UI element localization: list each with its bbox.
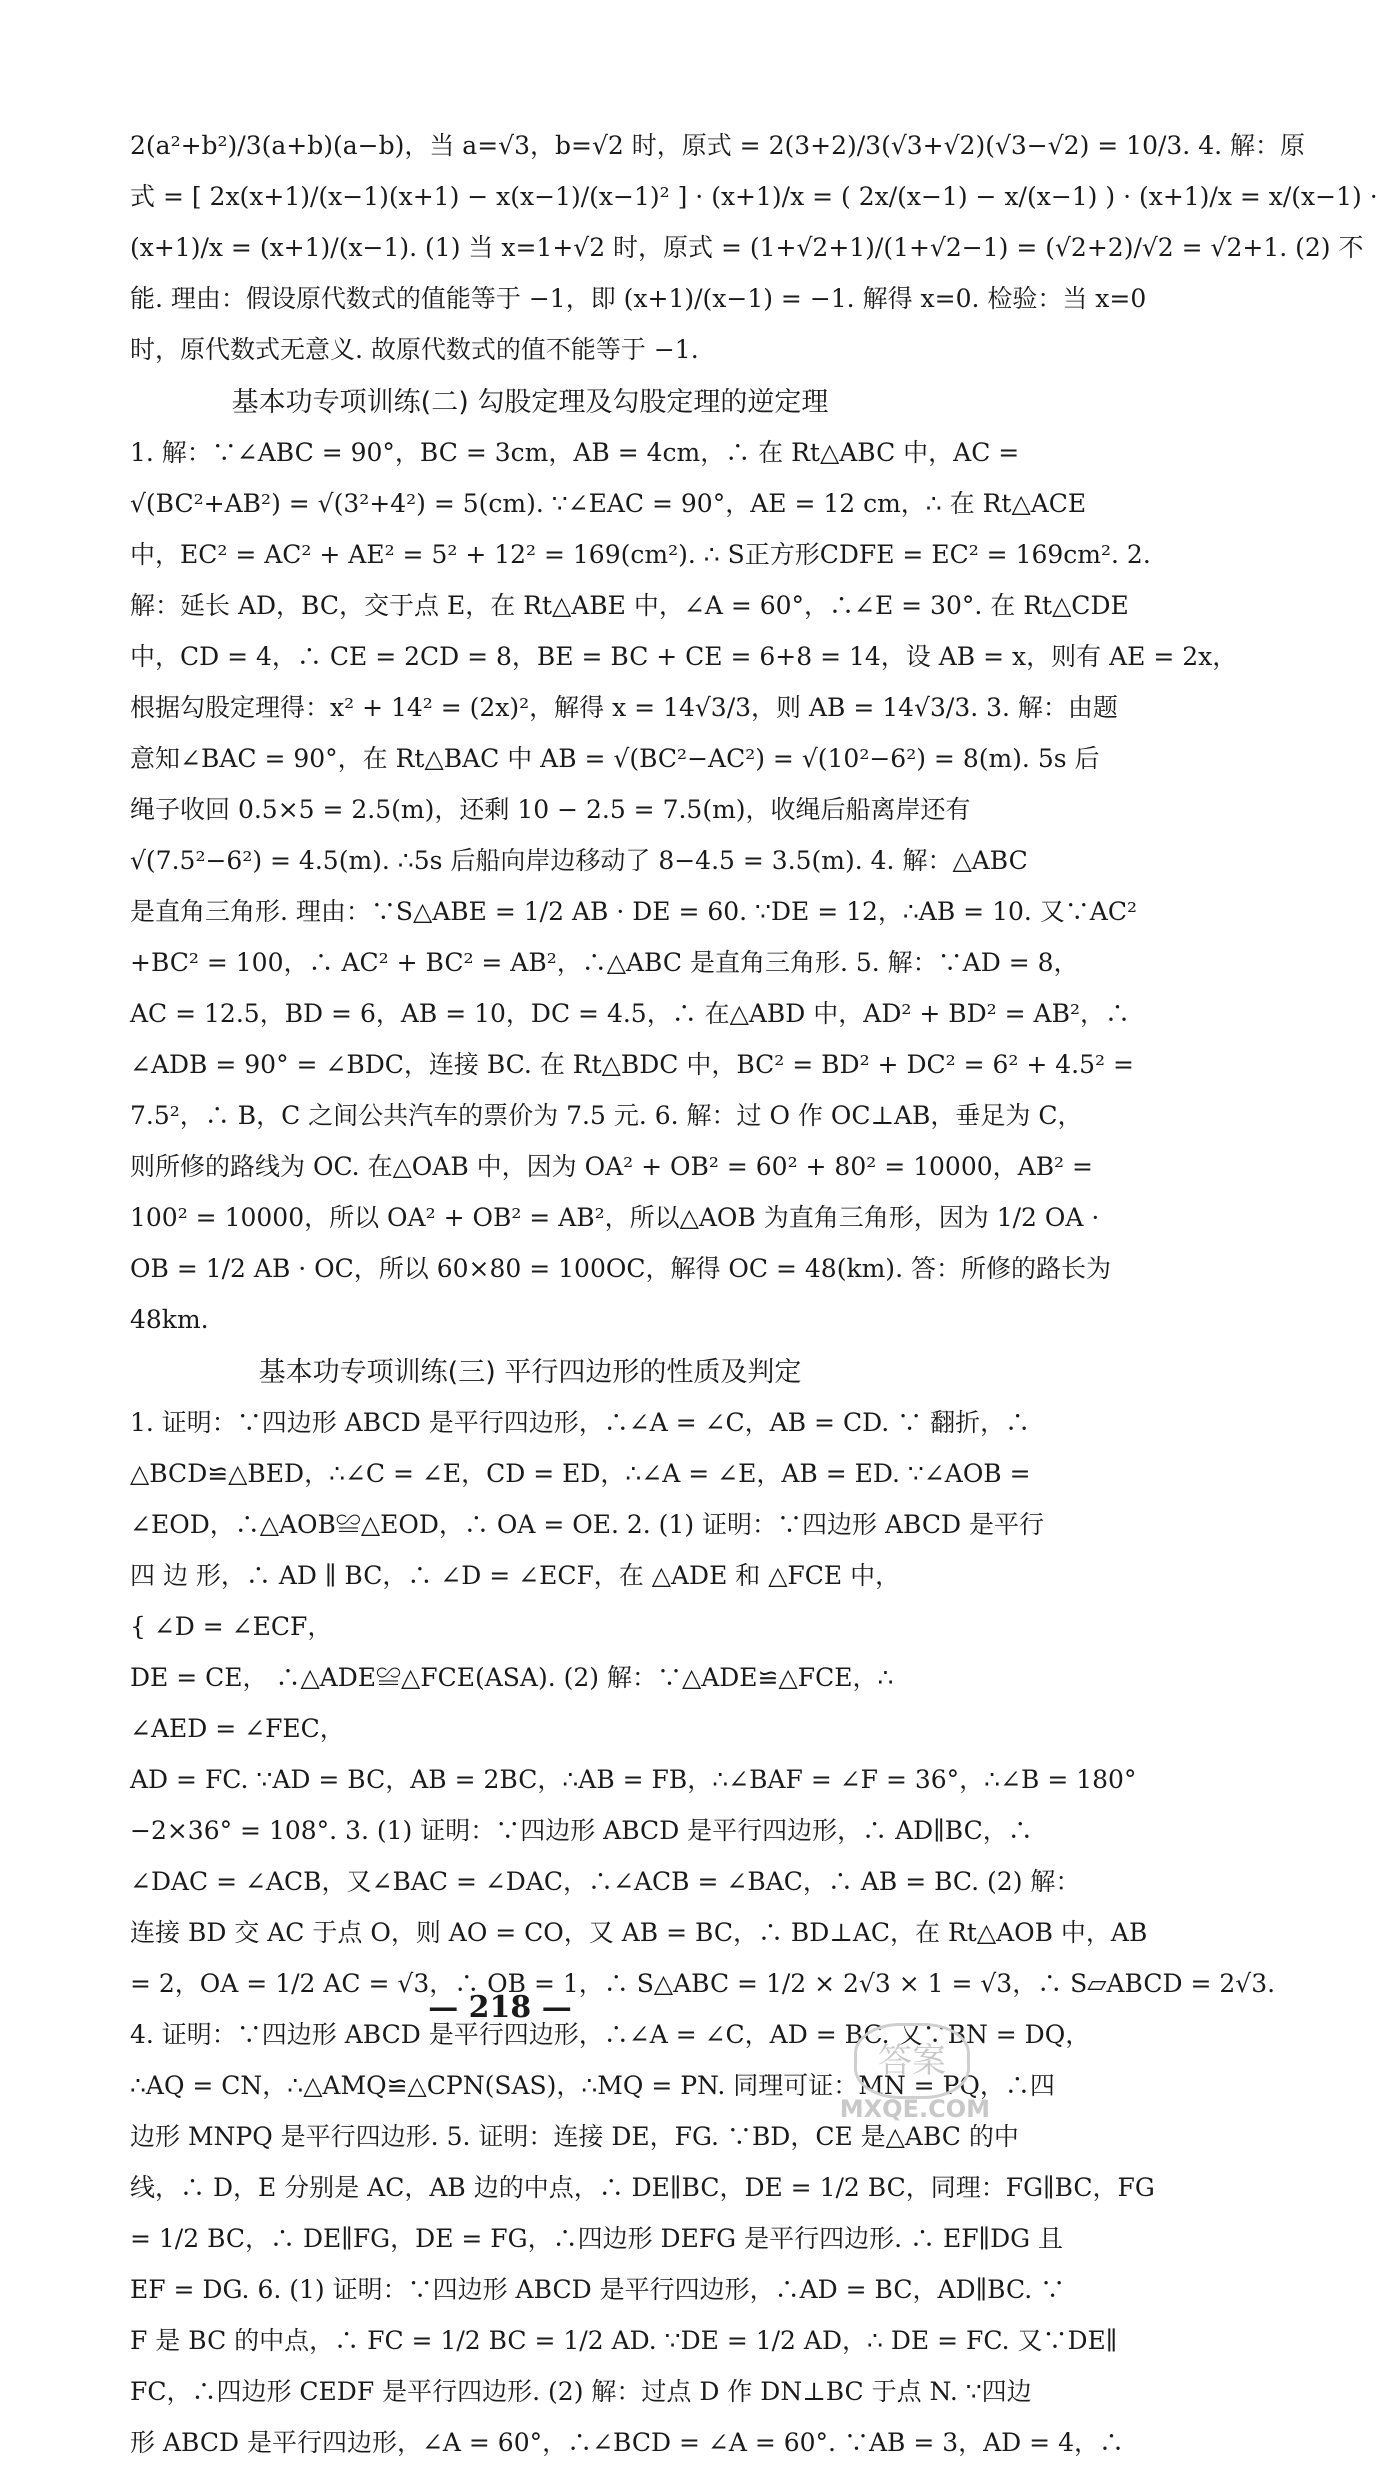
text-line: 则所修的路线为 OC. 在△OAB 中，因为 OA² + OB² = 60² + 80² = 10000，AB² = xyxy=(130,1152,1093,1181)
text-line: 根据勾股定理得：x² + 14² = (2x)²，解得 x = 14√3/3，则 AB = 14√3/3. 3. 解：由题 xyxy=(130,693,1118,722)
section-2-body xyxy=(130,435,1238,1338)
text-line: −2×36° = 108°. 3. (1) 证明：∵四边形 ABCD 是平行四边形，∴ AD∥BC，∴ xyxy=(130,1816,1033,1845)
text-line: 能. 理由：假设原代数式的值能等于 −1，即 (x+1)/(x−1) = −1. 解得 x=0. 检验：当 x=0 xyxy=(130,284,1147,313)
text-line: 100² = 10000，所以 OA² + OB² = AB²，所以△AOB 为直角三角形，因为 1/2 OA · xyxy=(130,1203,1100,1232)
text-line: = 2，OA = 1/2 AC = √3，∴ OB = 1，∴ S△ABC = 1/2 × 2√3 × 1 = √3，∴ S▱ABCD = 2√3. xyxy=(130,1969,1276,1998)
text-line: F 是 BC 的中点，∴ FC = 1/2 BC = 1/2 AD. ∵DE = 1/2 AD，∴ DE = FC. 又∵DE∥ xyxy=(130,2326,1118,2355)
text-line: 1. 解：∵∠ABC = 90°，BC = 3cm，AB = 4cm，∴ 在 Rt△ABC 中，AC = xyxy=(130,438,1020,467)
watermark xyxy=(840,2023,990,2123)
text-line: { ∠D = ∠ECF， xyxy=(130,1612,333,1641)
text-line: DE = CE， ∴△ADE≌△FCE(ASA). (2) 解：∵△ADE≌△FCE，∴ xyxy=(130,1663,894,1692)
text-line: FC，∴四边形 CEDF 是平行四边形. (2) 解：过点 D 作 DN⊥BC 于点 N. ∵四边 xyxy=(130,2377,1032,2406)
page-content xyxy=(130,128,1378,2476)
text-line: ∠AED = ∠FEC， xyxy=(130,1714,345,1743)
text-line: 四 边 形，∴ AD ∥ BC，∴ ∠D = ∠ECF，在 △ADE 和 △FCE 中， xyxy=(130,1561,901,1590)
text-line: 1. 证明：∵四边形 ABCD 是平行四边形，∴∠A = ∠C，AB = CD. ∵ 翻折，∴ xyxy=(130,1408,1031,1437)
text-line: 意知∠BAC = 90°，在 Rt△BAC 中 AB = √(BC²−AC²) = √(10²−6²) = 8(m). 5s 后 xyxy=(130,744,1100,773)
text-line: 是直角三角形. 理由：∵S△ABE = 1/2 AB · DE = 60. ∵DE = 12，∴AB = 10. 又∵AC² xyxy=(130,897,1137,926)
text-line: ∠DAC = ∠ACB，又∠BAC = ∠DAC，∴∠ACB = ∠BAC，∴ AB = BC. (2) 解： xyxy=(130,1867,1081,1896)
text-line: 式 = [ 2x(x+1)/(x−1)(x+1) − x(x−1)/(x−1)² ] · (x+1)/x = ( 2x/(x−1) − x/(x−1) ) · (x+1)/x = x/(x−1) · xyxy=(130,182,1378,211)
text-line: 7.5²，∴ B，C 之间公共汽车的票价为 7.5 元. 6. 解：过 O 作 OC⊥AB，垂足为 C， xyxy=(130,1101,1083,1130)
text-line: ∠ADB = 90° = ∠BDC，连接 BC. 在 Rt△BDC 中，BC² = BD² + DC² = 6² + 4.5² = xyxy=(130,1050,1134,1079)
text-line: 4. 证明：∵四边形 ABCD 是平行四边形，∴∠A = ∠C，AD = BC. 又∵BN = DQ， xyxy=(130,2020,1091,2049)
text-line: √(BC²+AB²) = √(3²+4²) = 5(cm). ∵∠EAC = 90°，AE = 12 cm，∴ 在 Rt△ACE xyxy=(130,489,1087,518)
text-line: +BC² = 100，∴ AC² + BC² = AB²，∴△ABC 是直角三角形. 5. 解：∵AD = 8， xyxy=(130,948,1079,977)
text-line: 时，原代数式无意义. 故原代数式的值不能等于 −1. xyxy=(130,335,699,364)
text-line: 连接 BD 交 AC 于点 O，则 AO = CO，又 AB = BC，∴ BD⊥AC，在 Rt△AOB 中，AB xyxy=(130,1918,1148,1947)
text-line: 解：延长 AD，BC，交于点 E，在 Rt△ABE 中，∠A = 60°，∴∠E = 30°. 在 Rt△CDE xyxy=(130,591,1129,620)
text-line: EF = DG. 6. (1) 证明：∵四边形 ABCD 是平行四边形，∴AD = BC，AD∥BC. ∵ xyxy=(130,2275,1066,2304)
text-line: = 1/2 BC，∴ DE∥FG，DE = FG，∴四边形 DEFG 是平行四边形. ∴ EF∥DG 且 xyxy=(130,2224,1064,2253)
section-heading-3: 基本功专项训练(三) 平行四边形的性质及判定 xyxy=(258,1357,802,1388)
watermark-seal-icon: 答案 xyxy=(854,2023,970,2099)
text-line: 边形 MNPQ 是平行四边形. 5. 证明：连接 DE，FG. ∵BD，CE 是△ABC 的中 xyxy=(130,2122,1019,2151)
text-line: OB = 1/2 AB · OC，所以 60×80 = 100OC，解得 OC = 48(km). 答：所修的路长为 xyxy=(130,1254,1111,1283)
text-line: AC = 12.5，BD = 6，AB = 10，DC = 4.5，∴ 在△ABD 中，AD² + BD² = AB²，∴ xyxy=(130,999,1130,1028)
page-number xyxy=(0,1990,1000,2025)
section-heading-2: 基本功专项训练(二) 勾股定理及勾股定理的逆定理 xyxy=(231,387,829,418)
intro-block xyxy=(130,128,1378,368)
text-line: △BCD≌△BED，∴∠C = ∠E，CD = ED，∴∠A = ∠E，AB = ED. ∵∠AOB = xyxy=(130,1459,1031,1488)
text-line: 形 ABCD 是平行四边形，∠A = 60°，∴∠BCD = ∠A = 60°. ∵AB = 3，AD = 4，∴ xyxy=(130,2428,1124,2457)
page-number-text: — 218 — xyxy=(428,1990,572,2025)
text-line: 线，∴ D，E 分别是 AC，AB 边的中点，∴ DE∥BC，DE = 1/2 BC，同理：FG∥BC，FG xyxy=(130,2173,1155,2202)
watermark-text: MXQE.COM xyxy=(839,2095,990,2123)
section-3-body xyxy=(130,1405,1276,2461)
text-line: 中，EC² = AC² + AE² = 5² + 12² = 169(cm²). ∴ S正方形CDFE = EC² = 169cm². 2. xyxy=(130,540,1151,569)
text-line: ∠EOD，∴△AOB≌△EOD，∴ OA = OE. 2. (1) 证明：∵四边形 ABCD 是平行 xyxy=(130,1510,1044,1539)
text-line: 48km. xyxy=(130,1305,209,1334)
text-line: 绳子收回 0.5×5 = 2.5(m)，还剩 10 − 2.5 = 7.5(m)，收绳后船离岸还有 xyxy=(130,795,971,824)
text-line: 2(a²+b²)/3(a+b)(a−b)，当 a=√3，b=√2 时，原式 = 2(3+2)/3(√3+√2)(√3−√2) = 10/3. 4. 解：原 xyxy=(130,131,1306,160)
text-line: (x+1)/x = (x+1)/(x−1). (1) 当 x=1+√2 时，原式 = (1+√2+1)/(1+√2−1) = (√2+2)/√2 = √2+1. (2) 不 xyxy=(130,233,1364,262)
text-line: AD = FC. ∵AD = BC，AB = 2BC，∴AB = FB，∴∠BAF = ∠F = 36°，∴∠B = 180° xyxy=(130,1765,1137,1794)
text-line: √(7.5²−6²) = 4.5(m). ∴5s 后船向岸边移动了 8−4.5 = 3.5(m). 4. 解：△ABC xyxy=(130,846,1028,875)
text-line: 中，CD = 4，∴ CE = 2CD = 8，BE = BC + CE = 6+8 = 14，设 AB = x，则有 AE = 2x， xyxy=(130,642,1238,671)
text-line: ∴AQ = CN，∴△AMQ≌△CPN(SAS)，∴MQ = PN. 同理可证：MN = PQ，∴四 xyxy=(130,2071,1055,2100)
